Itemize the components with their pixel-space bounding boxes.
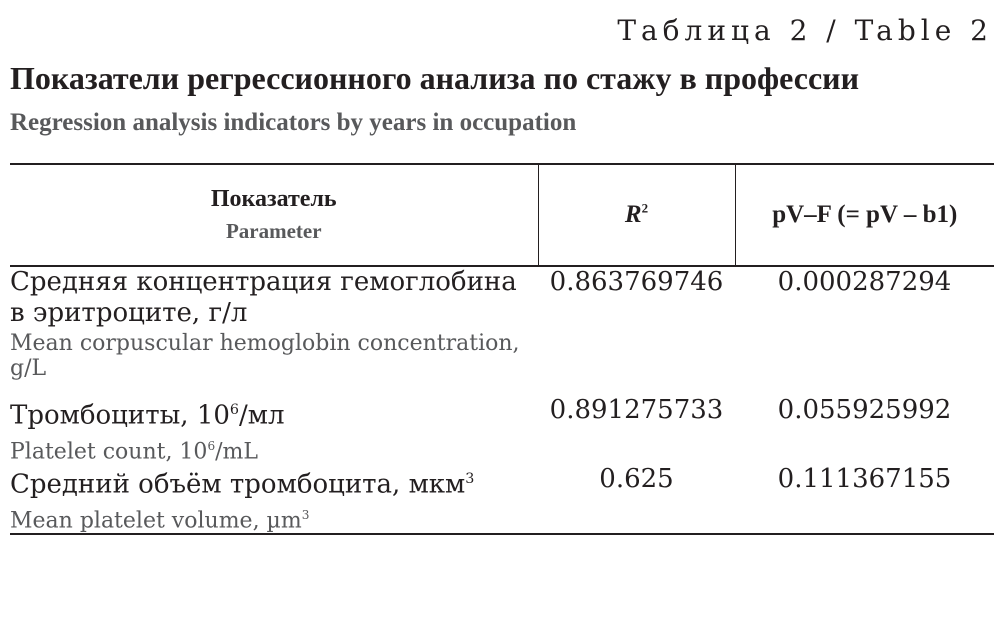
parameter-name-ru bbox=[10, 464, 538, 501]
column-header-parameter bbox=[10, 164, 538, 266]
regression-table bbox=[10, 163, 994, 535]
parameter-cell bbox=[10, 464, 538, 534]
pv-value: 0.055925992 bbox=[777, 395, 952, 425]
table-row bbox=[10, 395, 994, 464]
parameter-name-en-unit: /mL bbox=[215, 438, 259, 464]
r2-value: 0.625 bbox=[538, 464, 735, 534]
parameter-name-ru-exponent: 6 bbox=[229, 402, 240, 418]
r2-base-label: R bbox=[624, 201, 642, 229]
r2-value: 0.863769746 bbox=[549, 267, 724, 297]
parameter-name-en-exponent: 6 bbox=[207, 438, 216, 453]
pv-header-label: pV–F (= pV – b1) bbox=[772, 201, 958, 228]
column-header-parameter-en: Parameter bbox=[225, 219, 322, 243]
parameter-name-ru-main: Тромбоциты, 10 bbox=[10, 400, 230, 431]
column-header-parameter-ru: Показатель bbox=[210, 186, 337, 212]
pv-value: 0.000287294 bbox=[777, 267, 952, 297]
table-title-ru: Показатели регрессионного анализа по стажу в профессии bbox=[10, 60, 860, 96]
table-header-row bbox=[10, 164, 994, 266]
parameter-name-ru-main: Средний объём тромбоцита, мкм bbox=[10, 469, 466, 500]
table-label: Таблица 2 / Table 2 bbox=[617, 14, 993, 47]
column-header-r2 bbox=[538, 164, 735, 266]
parameter-cell bbox=[10, 395, 538, 464]
parameter-name-en: Mean corpuscular hemoglobin concentration, g/L bbox=[10, 331, 520, 381]
r2-superscript: 2 bbox=[641, 200, 649, 216]
parameter-name-en-exponent: 3 bbox=[301, 507, 310, 522]
parameter-name-en-main: Platelet count, 10 bbox=[10, 438, 208, 464]
parameter-name-ru-exponent: 3 bbox=[465, 470, 475, 487]
parameter-cell bbox=[10, 266, 538, 395]
parameter-name-ru bbox=[10, 395, 538, 432]
parameter-name-ru: Средняя концентрация гемоглобина в эритроците, г/л bbox=[10, 267, 517, 328]
parameter-name-ru-unit: /мл bbox=[239, 400, 285, 431]
parameter-name-en bbox=[10, 503, 538, 533]
table-row bbox=[10, 266, 994, 395]
table-title-en: Regression analysis indicators by years in occupation bbox=[10, 109, 577, 136]
parameter-name-en bbox=[10, 434, 538, 464]
table-row bbox=[10, 464, 994, 534]
parameter-name-en-main: Mean platelet volume, µm bbox=[10, 507, 302, 533]
column-header-pv bbox=[735, 164, 994, 266]
pv-value: 0.111367155 bbox=[735, 464, 994, 534]
r2-value: 0.891275733 bbox=[549, 395, 724, 425]
